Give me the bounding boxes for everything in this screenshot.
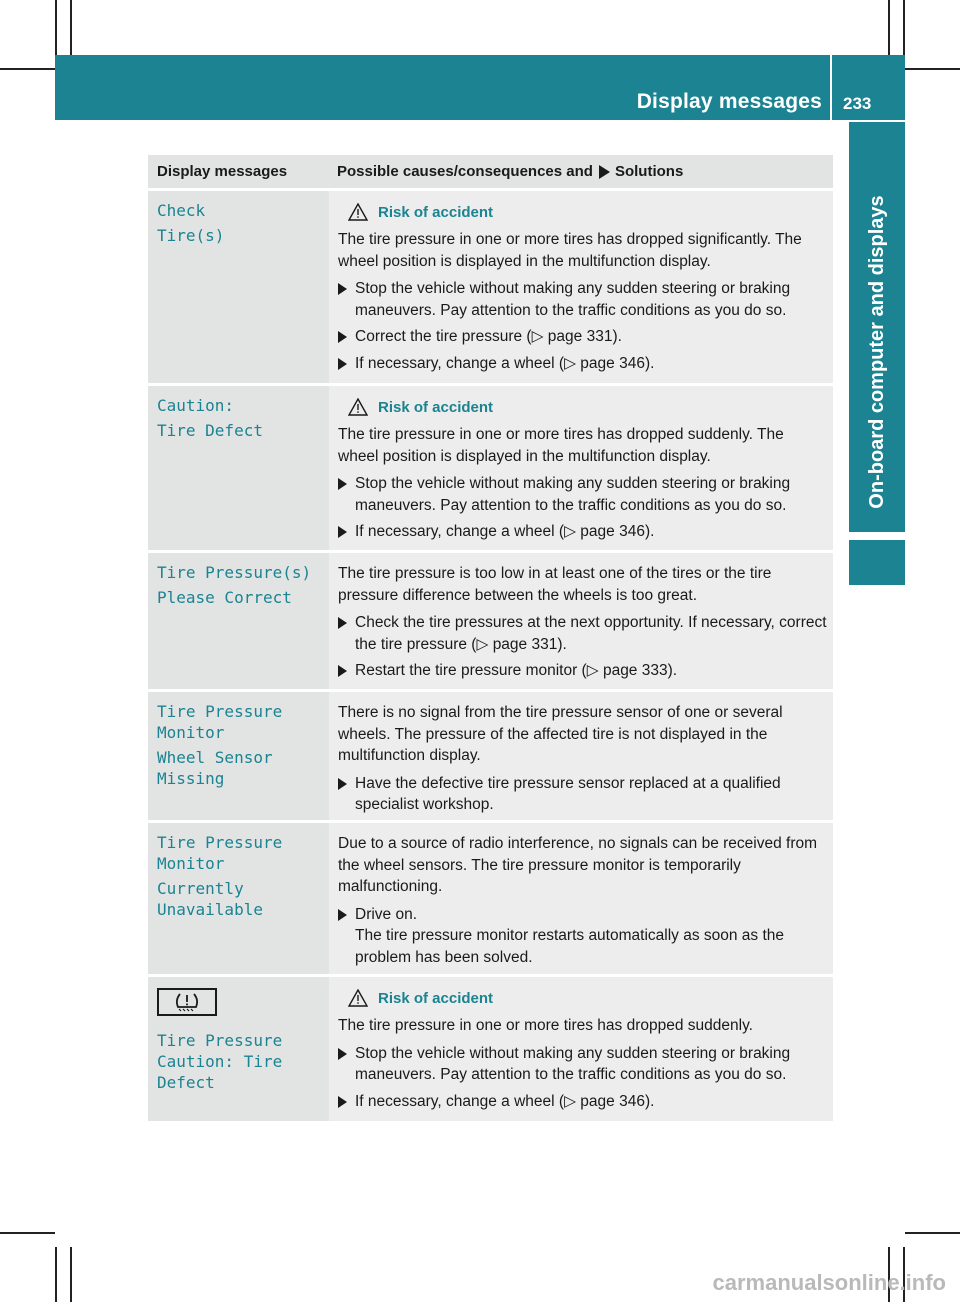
display-messages-table (148, 155, 833, 1121)
step-text: If necessary, change a wheel (▷ page 346). (355, 523, 655, 540)
table-row (148, 820, 833, 974)
warning-triangle-icon (348, 989, 368, 1007)
warning-label: Risk of accident (378, 989, 494, 1007)
solution-cell (329, 977, 833, 1121)
table-header (148, 155, 833, 188)
table-row (148, 383, 833, 550)
display-line: Defect (157, 1073, 215, 1092)
step-arrow-icon (338, 358, 347, 370)
cause-text: There is no signal from the tire pressure sensor of one or several wheels. The pressure of the affected tire is not displayed in the multifunction display. (338, 704, 783, 764)
solution-cell (329, 553, 833, 689)
crop-mark (888, 0, 890, 55)
header-divider (830, 55, 832, 120)
step-item (338, 612, 827, 655)
step-text: Stop the vehicle without making any sudden steering or braking maneuvers. Pay attention to the traffic conditions as you do so. (355, 475, 791, 514)
crop-mark (905, 1232, 960, 1234)
col-header-solutions-label: Solutions (614, 163, 684, 180)
side-tab-marker (849, 540, 905, 585)
cause-text: The tire pressure in one or more tires has dropped significantly. The wheel position is displayed in the multifunction display. (338, 231, 802, 270)
display-line: Tire Pressure (157, 833, 283, 852)
step-arrow-icon (338, 478, 347, 490)
step-arrow-icon (338, 283, 347, 295)
display-line: Currently (157, 879, 244, 898)
solution-cell (329, 191, 833, 383)
step-item (338, 660, 827, 682)
warning-label: Risk of accident (378, 203, 494, 221)
display-line: Please Correct (157, 588, 292, 607)
solution-cell (329, 823, 833, 974)
col-header-solutions (329, 163, 833, 180)
crop-mark (55, 1247, 57, 1302)
step-text (355, 904, 827, 969)
display-line: Tire Pressure(s) (157, 563, 312, 582)
step-text: Restart the tire pressure monitor (▷ page 333). (355, 662, 678, 679)
table-row (148, 974, 833, 1121)
display-line: Tire Pressure (157, 1031, 283, 1050)
table-row (148, 188, 833, 383)
step-text: Have the defective tire pressure sensor replaced at a qualified specialist workshop. (355, 774, 781, 813)
step-item (338, 521, 827, 543)
watermark: carmanualsonline.info (712, 1270, 946, 1295)
step-arrow-icon (338, 778, 347, 790)
col-header-causes: Possible causes/consequences and (337, 163, 593, 180)
cause-text: Due to a source of radio interference, no signals can be received from the wheel sensors. The tire pressure monitor is temporarily malfunctioning. (338, 835, 818, 895)
step-item (338, 773, 827, 816)
cause-text: The tire pressure in one or more tires has dropped suddenly. The wheel position is displayed in the multifunction display. (338, 426, 784, 465)
page-number: 233 (843, 94, 872, 113)
crop-mark (70, 1247, 72, 1302)
display-message (148, 823, 329, 974)
step-text: If necessary, change a wheel (▷ page 346). (355, 354, 655, 372)
display-line: Monitor (157, 723, 225, 742)
display-line: Tire(s) (157, 226, 225, 245)
display-message (148, 977, 329, 1121)
solution-cell (329, 386, 833, 550)
warning-label: Risk of accident (378, 398, 494, 416)
display-line: Caution: Tire (157, 1052, 283, 1071)
step-item (338, 278, 827, 321)
step-arrow-icon (338, 526, 347, 538)
warning-triangle-icon (348, 398, 368, 416)
warning-triangle-icon (348, 203, 368, 221)
step-text: Stop the vehicle without making any sudden steering or braking maneuvers. Pay attention to the traffic conditions as you do so. (355, 280, 791, 319)
step-arrow-icon (338, 617, 347, 629)
step-item (338, 473, 827, 516)
crop-mark (905, 68, 960, 70)
step-item (338, 1043, 827, 1086)
crop-mark (70, 0, 72, 55)
step-arrow-icon (338, 331, 347, 343)
table-row (148, 689, 833, 820)
display-line: Wheel Sensor (157, 748, 273, 767)
step-text: Check the tire pressures at the next opportunity. If necessary, correct the tire pressure (▷ page 331). (355, 614, 827, 653)
tire-pressure-symbol-icon (172, 991, 202, 1013)
step-arrow-icon (338, 665, 347, 677)
display-line: Unavailable (157, 900, 263, 919)
step-item (338, 326, 827, 348)
step-title: Drive on. (355, 905, 418, 923)
display-line: Check (157, 201, 206, 220)
side-tab-label: On-board computer and displays (866, 195, 888, 509)
warning-notice (338, 203, 827, 221)
step-arrow-icon (338, 909, 347, 921)
crop-mark (0, 68, 55, 70)
crop-mark (0, 1232, 55, 1234)
step-item (338, 353, 827, 375)
warning-notice (338, 398, 827, 416)
step-item (338, 1091, 827, 1113)
display-message (148, 386, 329, 550)
step-text: If necessary, change a wheel (▷ page 346). (355, 1092, 655, 1110)
step-arrow-icon (338, 1048, 347, 1060)
display-message (148, 692, 329, 820)
crop-mark (903, 0, 905, 55)
crop-mark (55, 0, 57, 55)
step-detail: The tire pressure monitor restarts automatically as soon as the problem has been solved. (355, 927, 785, 966)
step-arrow-icon (338, 1096, 347, 1108)
tire-pressure-warning-icon (157, 988, 217, 1016)
display-message (148, 553, 329, 689)
solution-cell (329, 692, 833, 820)
step-text: Correct the tire pressure (▷ page 331). (355, 328, 622, 345)
col-header-display-messages: Display messages (157, 163, 288, 180)
warning-notice (338, 989, 827, 1007)
display-message (148, 191, 329, 383)
cause-text: The tire pressure is too low in at least one of the tires or the tire pressure difference between the wheels is too great. (338, 565, 772, 604)
cause-text: The tire pressure in one or more tires has dropped suddenly. (338, 1017, 753, 1034)
display-line: Tire Pressure (157, 702, 283, 721)
arrow-icon (599, 165, 610, 179)
step-text: Stop the vehicle without making any sudden steering or braking maneuvers. Pay attention to the traffic conditions as you do so. (355, 1044, 791, 1083)
display-line: Tire Defect (157, 421, 263, 440)
table-row (148, 550, 833, 689)
page-title: Display messages (636, 90, 822, 113)
display-line: Caution: (157, 396, 235, 415)
display-line: Monitor (157, 854, 225, 873)
display-line: Missing (157, 769, 225, 788)
step-item (338, 904, 827, 969)
